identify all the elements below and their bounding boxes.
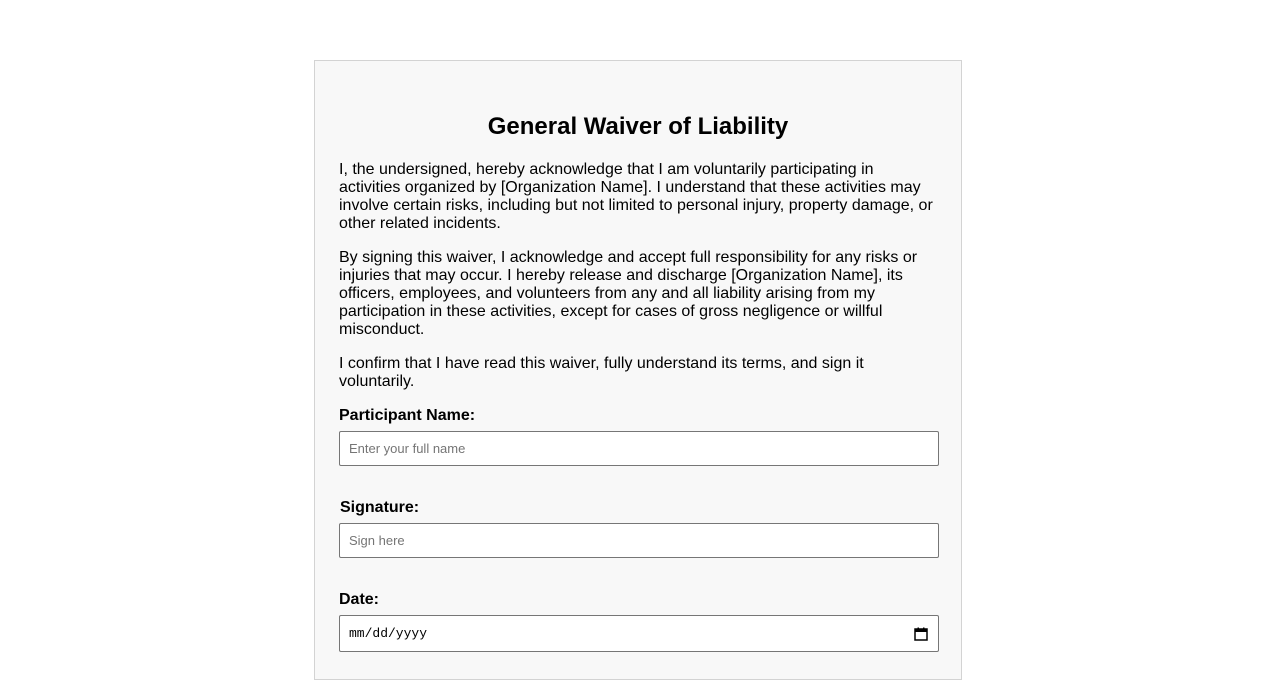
- waiver-paragraph-2: By signing this waiver, I acknowledge and accept full responsibility for any risks or injuries that may occur. I hereby release and discharge [Organization Name], its officers, employees, and volunteers from any and all liability arising from my participation in these activities, except for cases of gross negligence or willful misconduct.: [339, 249, 918, 338]
- date-input[interactable]: [339, 615, 939, 652]
- calendar-icon[interactable]: [914, 627, 928, 641]
- waiver-paragraph-3: I confirm that I have read this waiver, fully understand its terms, and sign it voluntarily.: [339, 355, 864, 390]
- waiver-paragraph-1: I, the undersigned, hereby acknowledge that I am voluntarily participating in activities organized by [Organization Name]. I understand that these activities may involve certain risks, including but not limited to personal injury, property damage, or other related incidents.: [339, 161, 933, 232]
- form-title: General Waiver of Liability: [487, 113, 789, 140]
- signature-input[interactable]: [339, 523, 939, 558]
- waiver-form-card: [314, 60, 962, 680]
- signature-label: Signature:: [340, 499, 420, 516]
- date-label: Date:: [339, 591, 380, 608]
- date-input-text[interactable]: mm/dd/yyyy: [349, 626, 428, 641]
- participant-name-label: Participant Name:: [339, 407, 476, 424]
- participant-name-input[interactable]: [339, 431, 939, 466]
